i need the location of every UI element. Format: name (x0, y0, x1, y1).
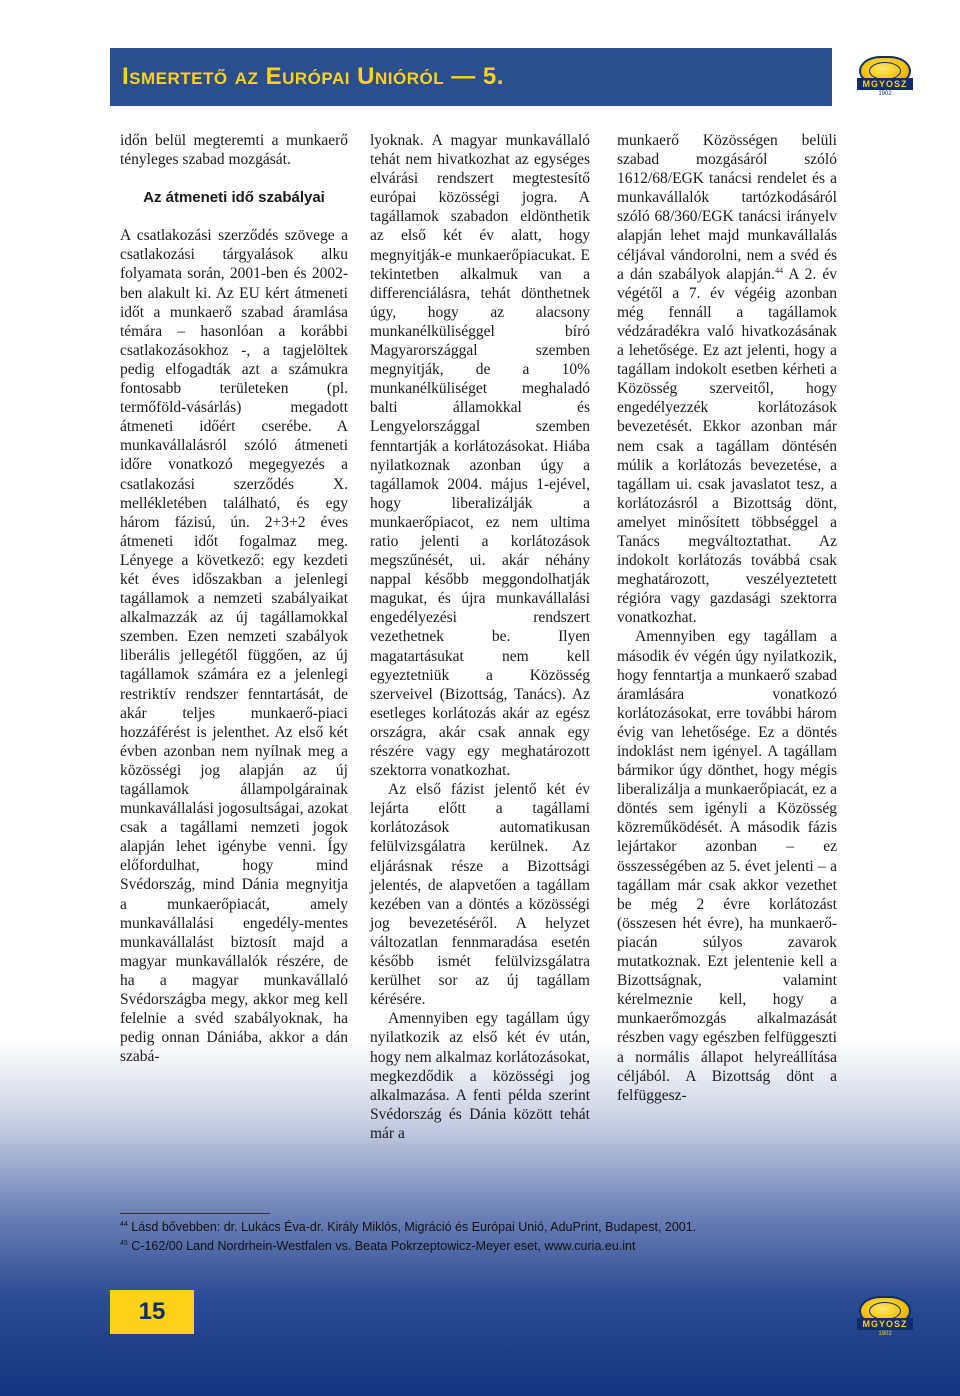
footnote-44 (120, 1218, 840, 1237)
text-column-2 (370, 131, 590, 1143)
paragraph: lyoknak. A magyar munkavállaló tehát nem hivatkozhat az egységes elvárási rendszert megtestesítő európai közösségi jogra. A tagállamok szabadon eldönthetik az első két év alatt, hogy megnyitják-e munkaerőpiacukat. E tekintetben alkalmuk van a differenciálásra, tehát dönthetnek úgy, hogy az alacsony munkanélküliséggel bíró Magyarországgal szemben megnyitják, de a 10% munkanélküliséget meghaladó balti államokkal és Lengyelországgal szemben fenntartják a korlátozásokat. Hiába nyilatkoznak azonban úgy a tagállamok 2004. május 1-ejével, hogy liberalizálják a munkaerőpiacot, ez nem ultima ratio jelenti a korlátozások megszűnését, ui. akár néhány nappal később meggondolhatják magukat, és újra munkavállalási engedélyezési rendszert vezethetnek be. Ilyen magatartásukat nem kell egyeztetniük a Közösség szerveivel (Bizottság, Tanács). Az esetleges korlátozás akár az egész országra, akár csak annak egy részére vagy egy meghatározott szektorra vonatkozhat. (370, 132, 590, 780)
page-number: 15 (138, 1298, 166, 1325)
paragraph: Amennyiben egy tagállam úgy nyilatkozik az első két év után, hogy nem alkalmaz korlátozásokat, megkezdődik a közösségi jog alkalmazása. A fenti példa szerint Svédország és Dánia között tehát már a (370, 1010, 590, 1142)
paragraph-text: A 2. év végétől a 7. év végéig azonban még fennáll a tagállamok védzáradékra való hivatkozásának a lehetősége. Ez azt jelenti, hogy a tagállam indokolt esetben kérheti a Közösség szerveitől, hogy engedélyezzék korlátozások bevezetését. Ekkor azonban már nem csak a tagállam döntésén múlik a korlátozás bevezetése, a tagállam ui. csak javaslatot tesz, a korlátozásról a Bizottság dönt, amelyet minősített többséggel a Tanács megváltoztathat. Az indokolt korlátozás továbbá csak meghatározott, veszélyeztetett régióra vagy gazdasági szektorra vonatkozhat. (617, 265, 837, 627)
text-column-1 (120, 131, 348, 1066)
footnotes (120, 1218, 840, 1256)
logo-year: 1902 (878, 1330, 892, 1337)
footnote-text: Lásd bővebben: dr. Lukács Éva-dr. Király Miklós, Migráció és Európai Unió, AduPrint, Budapest, 2001. (131, 1220, 697, 1234)
logo-name: MGYOSZ (857, 78, 912, 90)
paragraph (617, 131, 837, 627)
footnote-45 (120, 1237, 840, 1256)
paragraph: A csatlakozási szerződés szövege a csatlakozási tárgyalások alku folyamata során, 2001-ben és 2002-ben alakult ki. Az EU kért átmeneti időt a munkaerő szabad áramlása témára – hasonlóan a korábbi csatlakozásokhoz -, a tagjelöltek pedig elfogadták azt a számukra fontosabb területeken (pl. termőföld-vásárlás) megadott átmeneti időért cserébe. A munkavállalásról szóló átmeneti időre vonatkozó megegyezés a csatlakozási szerződés X. mellékletében található, és egy három fázisú, ún. 2+3+2 éves átmeneti időt fogalmaz meg. Lényege a következő: egy kezdeti két éves időszakban a jelenlegi tagállamok a nemzeti szabályaikat alkalmazzák az új tagállamokkal szemben. Ezen nemzeti szabályok liberális jellegétől függően, az új tagállamok számára ez a jelenlegi restriktív rendszer fenntartását, de akár teljes munkaerő-piaci hozzáférést is jelenthet. Az első két évben azonban nem nyílnak meg a közösségi jog alapján az új tagállamok állampolgárainak munkavállalási jogosultságai, azokat csak a tagállami nemzeti jogok alapján lehet igénybe venni. Így előfordulhat, hogy mind Svédország, mind Dánia megnyitja a munkaerőpiacát, amely munkavállalási engedély-mentes munkavállalást biztosít majd a magyar munkavállalók részére, de ha a magyar munkavállaló Svédországba megy, akkor meg kell felelnie a svéd szabályoknak, ha pedig onnan Dániába, akkor a dán szabá- (120, 227, 348, 1066)
text-column-3 (617, 131, 837, 1105)
paragraph: Amennyiben egy tagállam a második év végén úgy nyilatkozik, hogy fenntartja a munkaerő szabad áramlására vonatkozó korlátozásokat, erre további három évig van lehetősége. Ez a döntés indoklást nem igényel. A tagállam bármikor úgy dönthet, hogy mégis liberalizálja a munkaerőpiacát, ez a döntés sem igényli a Közösség közreműködését. A második fázis lejártakor azonban – ez összességében az 5. évet jelenti – a tagállam már csak akkor vezethet be még 2 évre korlátozást (összesen hét évre), ha munkaerő-piacán súlyos zavarok mutatkoznak. Ezt jelentenie kell a Bizottságnak, valamint kérelmeznie kell, hogy a munkaerőmozgás alkalmazását részben vagy egészben felfüggeszti a normális állapot helyreállítása céljából. A Bizottság dönt a felfüggesz- (617, 628, 837, 1104)
mgyosz-logo-top (850, 50, 920, 102)
section-heading: Az átmeneti idő szabályai (143, 189, 325, 207)
header-title: Ismertető az Európai Unióról — 5. (122, 63, 504, 90)
footnote-number: 44 (120, 1220, 128, 1228)
logo-year: 1902 (878, 90, 892, 97)
footnote-text: C-162/00 Land Nordrhein-Westfalen vs. Beata Pokrzeptowicz-Meyer eset, www.curia.eu.int (131, 1239, 636, 1253)
footnote-number: 45 (120, 1239, 128, 1247)
paragraph: Az első fázist jelentő két év lejárta előtt a tagállami korlátozások automatikusan felülvizsgálatra kerülnek. Az eljárásnak része a Bizottsági jelentés, de alapvetően a tagállam kezében van a döntés a közösségi jog bevezetéséről. A helyzet változatlan fennmaradása esetén később ismét felülvizsgálatra kerülhet sor az új tagállam kérésére. (370, 781, 590, 1009)
mgyosz-logo-bottom (850, 1290, 920, 1342)
footnote-divider (120, 1213, 270, 1214)
paragraph-text: munkaerő Közösségen belüli szabad mozgásáról szóló 1612/68/EGK tanácsi rendelet és a munkavállalók tartózkodásáról szóló 68/360/EGK tanácsi irányelv alapján lehet majd munkavállalás céljával vándorolni, nem a svéd és a dán szabályok alapján. (617, 132, 837, 283)
paragraph: időn belül megteremti a munkaerő tényleges szabad mozgását. (120, 132, 348, 169)
logo-name: MGYOSZ (857, 1318, 912, 1330)
footnote-ref-44[interactable]: 44 (775, 265, 784, 275)
header-bar (110, 48, 832, 106)
page-number-box (110, 1290, 194, 1334)
